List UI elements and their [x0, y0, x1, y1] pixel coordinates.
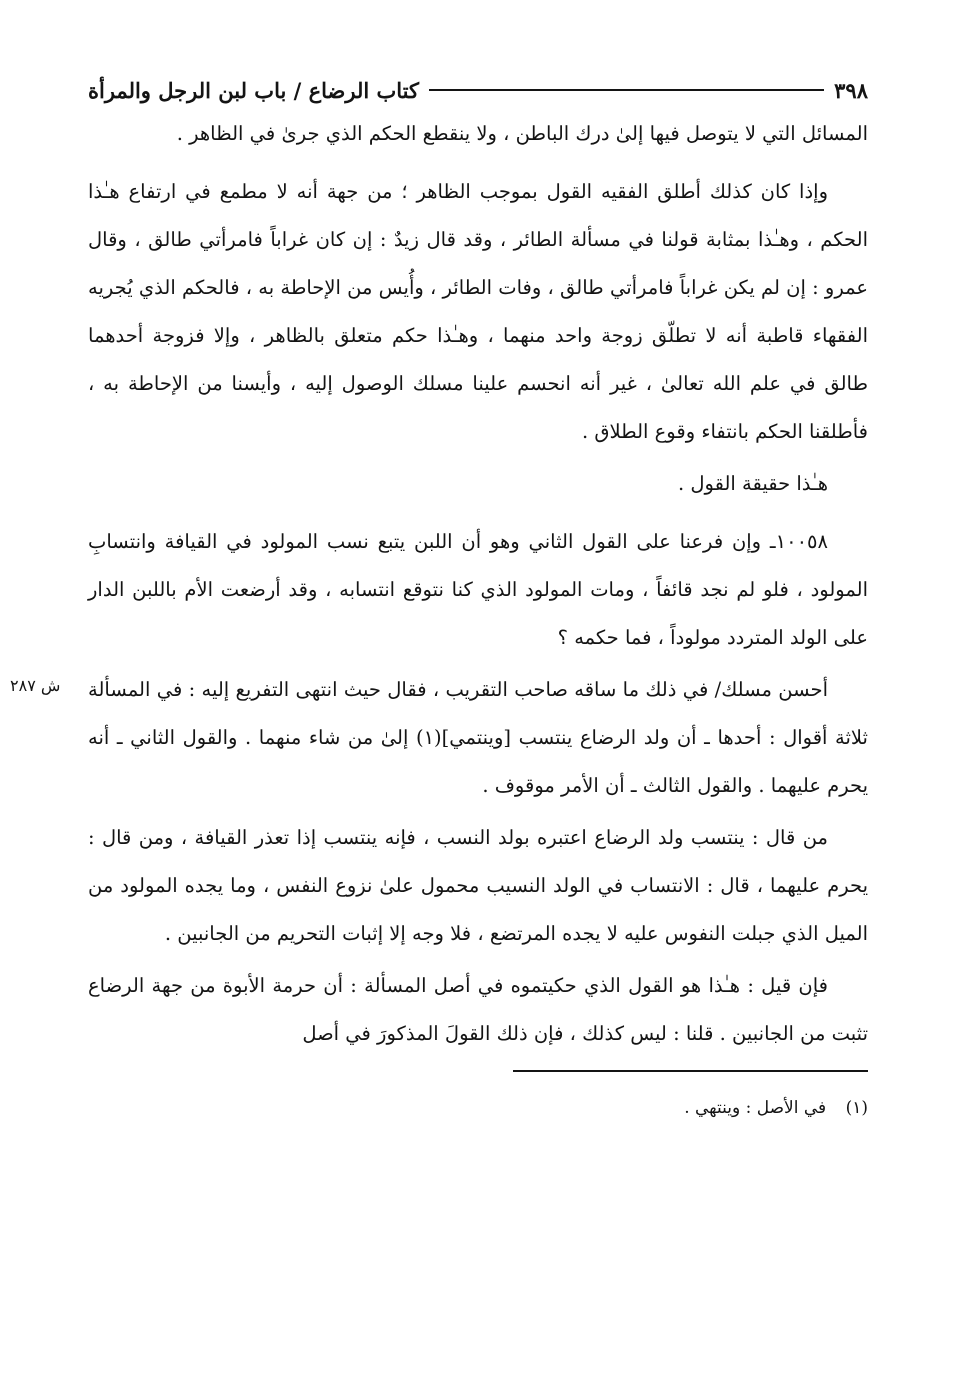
footnote-text: في الأصل : وينتهي .	[684, 1098, 827, 1118]
paragraph-5-block	[10, 666, 868, 810]
document-page	[10, 70, 868, 1128]
paragraph-6: من قال : ينتسب ولد الرضاع اعتبره بولد النسب ، فإنه ينتسب إذا تعذر القيافة ، ومن قال : يحرم عليهما ، قال : الانتساب في الولد النسيب محمول علىٰ نزوع النفس ، وما يجده المولود من الميل الذي جبلت النفوس عليه لا يجده المرتضع ، فلا وجه إلا إثبات التحريم من الجانبين .	[88, 826, 868, 945]
paragraph-1: المسائل التي لا يتوصل فيها إلىٰ درك الباطن ، ولا ينقطع الحكم الذي جرىٰ في الظاهر .	[176, 122, 868, 145]
page-header	[88, 70, 868, 110]
paragraph-3: هـٰذا حقيقة القول .	[677, 472, 828, 495]
footnote	[88, 1088, 868, 1128]
running-title: كتاب الرضاع / باب لبن الرجل والمرأة	[88, 77, 419, 103]
footnote-number: (١)	[845, 1098, 868, 1118]
paragraph-2: وإذا كان كذلك أطلق الفقيه القول بموجب الظاهر ؛ من جهة أنه لا مطمع في ارتفاع هـٰذا الحكم ، وهـٰذا بمثابة قولنا في مسألة الطائر ، وقد قال زيدٌ : إن كان غراباً فامرأتي طالق ، وقال عمرو : إن لم يكن غراباً فامرأتي طالق ، وفات الطائر ، وأُيس من الإحاطة به ، فالحكم الذي يُجريه الفقهاء قاطبة أنه لا تطلّق زوجة واحد منهما ، وهـٰذا حكم متعلق بالظاهر ، وإلا فزوجة أحدهما طالق في علم الله تعالىٰ ، غير أنه انحسم علينا مسلك الوصول إليه ، وأيسنا من الإحاطة به ، فأطلقنا الحكم بانتفاء وقوع الطلاق .	[88, 180, 868, 443]
paragraph-5: أحسن مسلك/ في ذلك ما ساقه صاحب التقريب ، فقال حيث انتهى التفريع إليه : في المسألة ثلاثة أقوال : أحدها ـ أن ولد الرضاع ينتسب [وينتمي](١) إلىٰ من شاء منهما . والقول الثاني ـ أنه يحرم عليهما . والقول الثالث ـ أن الأمر موقوف .	[88, 678, 868, 797]
footnote-divider	[513, 1070, 868, 1072]
margin-folio-note: ش ٢٨٧	[10, 676, 61, 695]
paragraph-7: فإن قيل : هـٰذا هو القول الذي حكيتموه في أصل المسألة : أن حرمة الأبوة من جهة الرضاع تثبت من الجانبين . قلنا : ليس كذلك ، فإن ذلك القولَ المذكورَ في أصل	[88, 974, 868, 1045]
paragraph-4: ١٠٠٥٨ـ وإن فرعنا على القول الثاني وهو أن اللبن يتبع نسب المولود في القيافة وانتسابِ المولود ، فلو لم نجد قائفاً ، ومات المولود الذي كنا نتوقع انتسابه ، وقد أرضعت الأم باللبن الدار على الولد المتردد مولوداً ، فما حكمه ؟	[88, 530, 868, 649]
header-rule	[429, 89, 824, 91]
page-number: ٣٩٨	[834, 77, 868, 103]
